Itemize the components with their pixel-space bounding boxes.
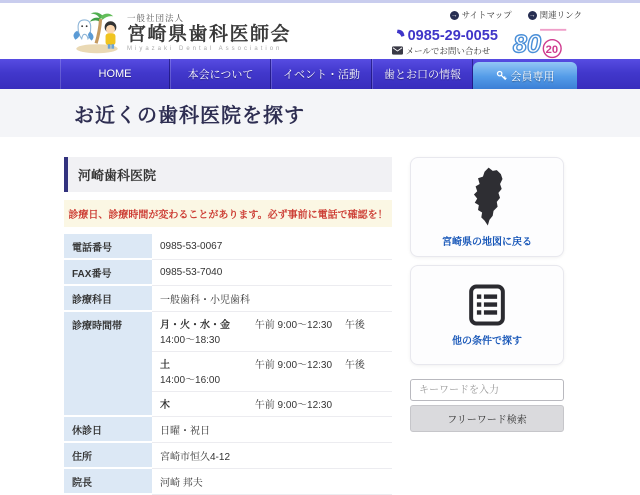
header-utilities	[392, 5, 582, 59]
clinic-info-table	[64, 234, 392, 495]
schedule-row-saturday	[152, 351, 392, 391]
back-to-map-label: 宮崎県の地図に戻る	[442, 237, 532, 248]
table-row	[64, 468, 392, 494]
site-header	[0, 3, 640, 59]
nav-item-home[interactable]	[60, 59, 170, 89]
schedule-row-thursday	[152, 391, 392, 416]
table-row	[64, 259, 392, 285]
table-row	[64, 442, 392, 468]
row-label-phone: 電話番号	[64, 234, 152, 259]
contact-block	[392, 28, 498, 57]
svg-text:20: 20	[545, 43, 559, 56]
nav-label-oral-info: 歯とお口の情報	[384, 69, 461, 81]
page-title: お近くの歯科医院を探す	[74, 104, 305, 127]
other-conditions-card[interactable]	[410, 265, 564, 365]
clinic-detail-section	[64, 157, 392, 495]
schedule-am: 午前 9:00〜12:30	[254, 360, 333, 371]
key-icon	[496, 70, 507, 81]
other-conditions-label: 他の条件で探す	[452, 336, 522, 347]
nav-item-events[interactable]	[271, 59, 372, 89]
row-label-fax: FAX番号	[64, 259, 152, 285]
site-subtitle: Miyazaki Dental Association	[127, 45, 283, 52]
sidebar	[410, 157, 564, 495]
schedule-days: 土	[160, 360, 170, 371]
row-value-departments: 一般歯科・小児歯科	[152, 285, 392, 311]
mascot-illustration	[70, 9, 124, 56]
nav-item-members-only[interactable]	[473, 62, 577, 89]
site-logo[interactable]	[70, 9, 291, 56]
phone-icon	[392, 29, 405, 42]
site-title: 宮崎県歯科医師会	[127, 24, 292, 46]
row-label-departments: 診療科目	[64, 285, 152, 311]
back-to-map-card[interactable]	[410, 157, 564, 257]
phone-link[interactable]	[392, 28, 498, 44]
table-row	[64, 285, 392, 311]
nav-item-about[interactable]	[170, 59, 271, 89]
row-value-fax: 0985-53-7040	[152, 259, 392, 285]
row-value-director: 河崎 邦夫	[152, 468, 392, 494]
row-value-address: 宮崎市恒久4-12	[152, 442, 392, 468]
keyword-input[interactable]	[410, 379, 564, 401]
nav-label-members-only: 会員専用	[510, 70, 555, 83]
row-label-hours: 診療時間帯	[64, 311, 152, 416]
clinic-name-header: 河崎歯科医院	[64, 157, 392, 192]
mail-link[interactable]	[392, 45, 498, 57]
related-links-link[interactable]	[528, 9, 582, 21]
miyazaki-map-icon	[464, 166, 510, 228]
mail-icon	[392, 46, 403, 55]
arrow-circle-icon	[450, 11, 459, 20]
row-label-address: 住所	[64, 442, 152, 468]
schedule-days: 月・火・水・金	[160, 320, 230, 331]
nav-label-about: 本会について	[187, 69, 254, 81]
nav-item-oral-info[interactable]	[372, 59, 473, 89]
schedule-am: 午前 9:00〜12:30	[254, 400, 333, 411]
page-title-band	[0, 89, 640, 137]
phone-number: 0985-29-0055	[407, 27, 498, 44]
notice-banner: 診療日、診療時間が変わることがあります。必ず事前に電話で確認を！	[64, 200, 392, 227]
mail-link-label: メールでお問い合わせ	[405, 45, 491, 56]
nav-label-events: イベント・活動	[283, 69, 360, 81]
logo-text	[127, 12, 291, 52]
contact-row	[392, 25, 570, 59]
sitemap-link[interactable]	[450, 9, 512, 21]
sitemap-link-label: サイトマップ	[461, 10, 512, 20]
row-value-closed: 日曜・祝日	[152, 416, 392, 442]
nav-label-home: HOME	[98, 68, 132, 80]
conditions-list-icon	[465, 283, 509, 327]
8020-logo	[512, 25, 570, 59]
arrow-circle-icon	[528, 11, 537, 20]
main-area	[0, 137, 640, 495]
schedule-pm: 午後 14:00〜16:00	[160, 360, 365, 386]
svg-text:80: 80	[512, 30, 541, 59]
table-row	[64, 416, 392, 442]
row-label-director: 院長	[64, 468, 152, 494]
schedule-pm: 午後 14:00〜18:30	[160, 320, 365, 346]
org-type: 一般社団法人	[127, 13, 185, 24]
related-links-label: 関連リンク	[539, 10, 582, 20]
free-word-search-button[interactable]: フリーワード検索	[410, 405, 564, 432]
schedule-days: 木	[160, 400, 170, 411]
table-row	[64, 234, 392, 259]
utility-links	[450, 9, 582, 21]
schedule-row-weekdays	[152, 311, 392, 351]
main-nav	[0, 59, 640, 89]
table-row-schedule	[64, 311, 392, 351]
row-value-phone: 0985-53-0067	[152, 234, 392, 259]
schedule-am: 午前 9:00〜12:30	[254, 320, 333, 331]
row-label-closed: 休診日	[64, 416, 152, 442]
